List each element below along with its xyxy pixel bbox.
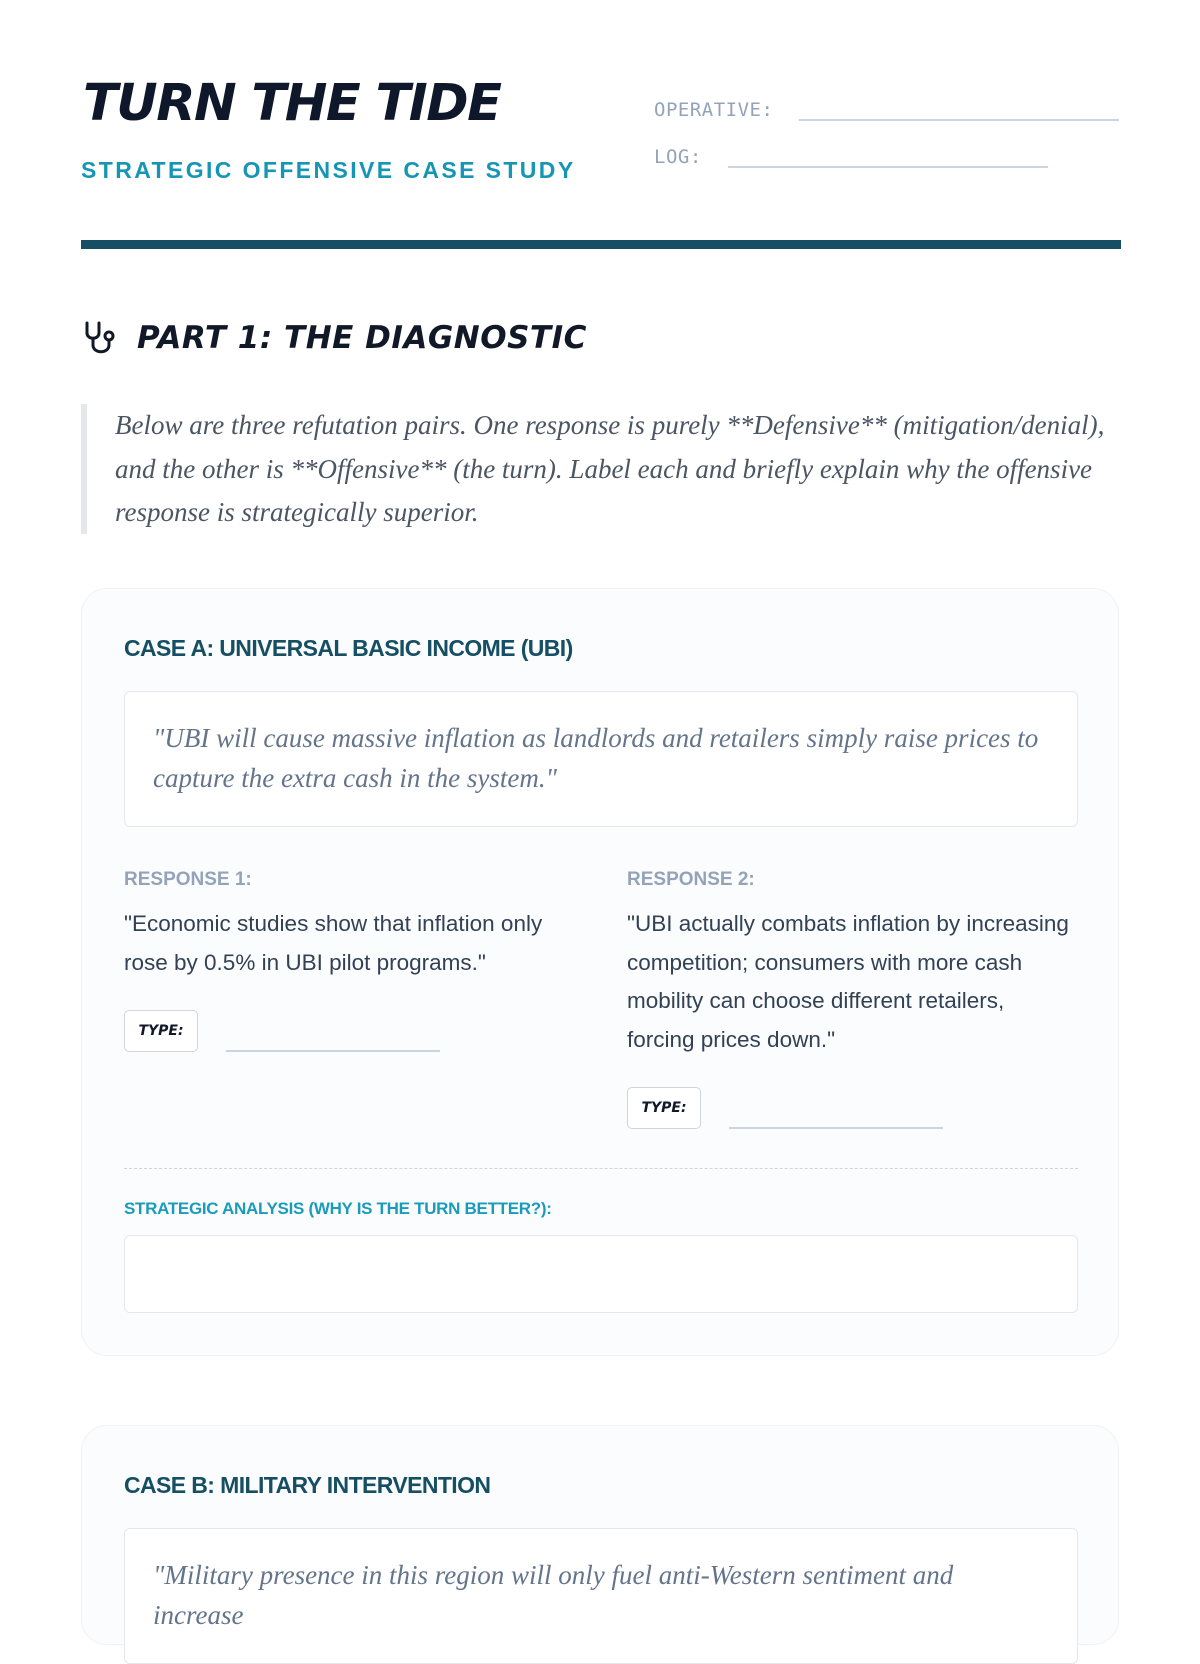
case-title: CASE A: UNIVERSAL BASIC INCOME (UBI) bbox=[124, 635, 573, 661]
type-input-line[interactable] bbox=[226, 1030, 440, 1052]
claim-box bbox=[124, 691, 1078, 827]
operative-input-line[interactable] bbox=[799, 95, 1119, 121]
worksheet-title: TURN THE TIDE bbox=[83, 74, 501, 133]
response-text: "Economic studies show that inflation only rose by 0.5% in UBI pilot programs." bbox=[124, 911, 543, 975]
type-row bbox=[124, 1010, 574, 1052]
response-1 bbox=[124, 869, 574, 1052]
analysis-label: STRATEGIC ANALYSIS (WHY IS THE TURN BETTER?): bbox=[124, 1199, 552, 1218]
header-divider bbox=[81, 240, 1121, 249]
worksheet-header bbox=[81, 0, 1121, 250]
part-title: PART 1: THE DIAGNOSTIC bbox=[137, 320, 587, 356]
response-2 bbox=[627, 869, 1077, 1129]
part-heading bbox=[81, 318, 587, 358]
operative-field-row bbox=[654, 95, 1119, 121]
case-card bbox=[81, 1425, 1119, 1645]
worksheet-subtitle: STRATEGIC OFFENSIVE CASE STUDY bbox=[81, 157, 576, 183]
worksheet-page bbox=[81, 0, 1121, 1630]
type-input-line[interactable] bbox=[729, 1107, 943, 1129]
dashed-divider bbox=[124, 1168, 1078, 1169]
type-badge: TYPE: bbox=[627, 1087, 701, 1129]
type-row bbox=[627, 1087, 1077, 1129]
case-title: CASE B: MILITARY INTERVENTION bbox=[124, 1472, 491, 1498]
instructions-text: Below are three refutation pairs. One response is purely **Defensive** (mitigation/denial), and the other is **Offensive** (the turn). Label each and briefly explain why the offensive response is strategically superior. bbox=[115, 410, 1105, 527]
response-text: "UBI actually combats inflation by increasing competition; consumers with more cash mobility can choose different retailers, forcing prices down." bbox=[627, 911, 1069, 1052]
log-field-row bbox=[654, 142, 1048, 168]
case-card bbox=[81, 588, 1119, 1356]
response-label: RESPONSE 2: bbox=[627, 869, 755, 890]
log-input-line[interactable] bbox=[728, 142, 1048, 168]
claim-box bbox=[124, 1528, 1078, 1664]
analysis-input[interactable] bbox=[124, 1235, 1078, 1313]
stethoscope-icon bbox=[81, 318, 121, 358]
operative-label: OPERATIVE: bbox=[654, 99, 774, 121]
log-label: LOG: bbox=[654, 146, 702, 168]
claim-text: "Military presence in this region will only fuel anti-Western sentiment and increase bbox=[153, 1560, 954, 1630]
instructions-block bbox=[81, 404, 1121, 534]
type-badge: TYPE: bbox=[124, 1010, 198, 1052]
response-label: RESPONSE 1: bbox=[124, 869, 252, 890]
claim-text: "UBI will cause massive inflation as landlords and retailers simply raise prices to capture the extra cash in the system." bbox=[153, 723, 1039, 793]
